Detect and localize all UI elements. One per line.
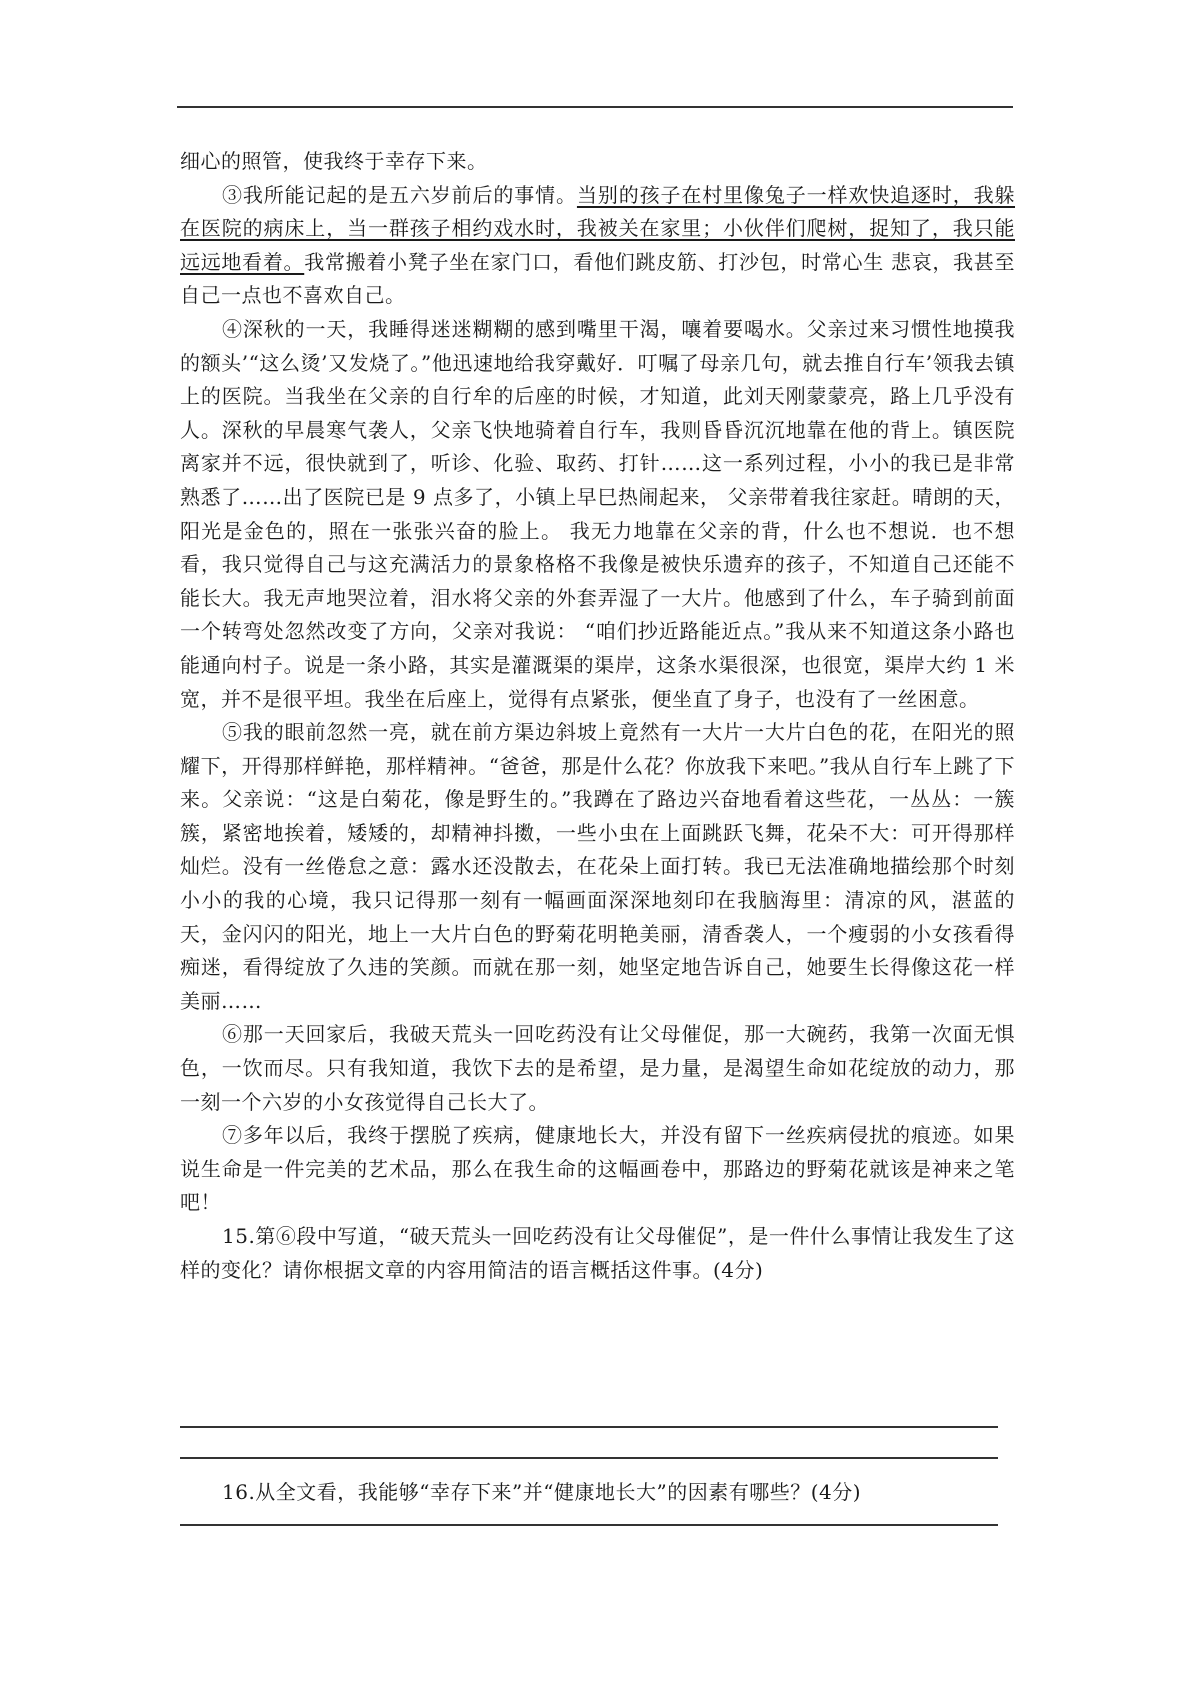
paragraph-4 <box>180 313 1015 716</box>
answer-line-q15-2[interactable] <box>180 1457 998 1459</box>
question-16: 16.从全文看，我能够“幸存下来”并“健康地长大”的因素有哪些？(4分) <box>222 1480 862 1504</box>
text-segment: ⑤我的眼前忽然一亮，就在前方渠边斜坡上竟然有一大片一大片白色的花，在阳光的照耀下，开得那样鲜艳，那样精神。“爸爸，那是什么花？你放我下来吧。”我从自行车上跳了下来。父亲说：“这是白菊花，像是野生的。”我蹲在了路边兴奋地看着这些花，一丛丛：一簇簇，紧密地挨着，矮矮的，却精神抖擞，一些小虫在上面跳跃飞舞，花朵不大：可开得那样灿烂。没有一丝倦怠之意：露水还没散去，在花朵上面打转。我已无法准确地描绘那个时刻小小的我的心境，我只记得那一刻有一幅画面深深地刻印在我脑海里：清凉的风，湛蓝的天，金闪闪的阳光，地上一大片白色的野菊花明艳美丽，清香袭人，一个瘦弱的小女孩看得痴迷，看得绽放了久违的笑颜。而就在那一刻，她坚定地告诉自己，她要生长得像这花一样美丽…… <box>180 720 1015 1013</box>
paragraph-3 <box>180 179 1015 313</box>
article-body <box>180 145 1015 1287</box>
answer-line-q16-1[interactable] <box>180 1524 998 1526</box>
text-segment: 细心的照管，使我终于幸存下来。 <box>180 149 488 173</box>
text-segment: ⑦多年以后，我终于摆脱了疾病，健康地长大，并没有留下一丝疾病侵扰的痕迹。如果说生命是一件完美的艺术品，那么在我生命的这幅画卷中，那路边的野菊花就该是神来之笔吧！ <box>180 1123 1015 1215</box>
answer-line-q15-1[interactable] <box>180 1426 998 1428</box>
question-15 <box>180 1220 1015 1287</box>
paragraph-6 <box>180 1018 1015 1119</box>
text-segment: 我常搬着小凳子坐在家门口，看他们跳皮筋、打沙包，时常心生 悲哀，我甚至自己一点也不喜欢自己。 <box>180 249 1016 308</box>
paragraph-2-tail <box>180 145 1015 179</box>
text-segment: ⑥那一天回家后，我破天荒头一回吃药没有让父母催促，那一大碗药，我第一次面无惧色，一饮而尽。只有我知道，我饮下去的是希望，是力量，是渴望生命如花绽放的动力，那一刻一个六岁的小女孩觉得自己长大了。 <box>180 1022 1015 1114</box>
paragraph-5 <box>180 716 1015 1018</box>
paragraph-7 <box>180 1119 1015 1220</box>
header-rule <box>177 106 1013 108</box>
text-segment: ④深秋的一天，我睡得迷迷糊糊的感到嘴里干渴，嚷着要喝水。父亲过来习惯性地摸我的额头’“这么烫’又发烧了。”他迅速地给我穿戴好．叮嘱了母亲几句，就去推自行车’领我去镇上的医院。当我坐在父亲的自行牟的后座的时候，才知道，此刘天刚蒙蒙亮，路上几乎没有人。深秋的早晨寒气袭人，父亲飞快地骑着自行车，我则昏昏沉沉地靠在他的背上。镇医院离家并不远，很快就到了，听诊、化验、取药、打针……这一系列过程，小小的我已是非常熟悉了……出了医院已是 9 点多了，小镇上早巳热闹起来， 父亲带着我往家赶。晴朗的天，阳光是金色的，照在一张张兴奋的脸上。 我无力地靠在父亲的背，什么也不想说．也不想看，我只觉得自己与这充满活力的景象格格不我像是被快乐遗弃的孩子，不知道自己还能不能长大。我无声地哭泣着，泪水将父亲的外套弄湿了一大片。他感到了什么，车子骑到前面一个转弯处忽然改变了方向，父亲对我说： “咱们抄近路能近点。”我从来不知道这条小路也能通向村子。说是一条小路，其实是灌溉渠的渠岸，这条水渠很深，也很宽，渠岸大约 1 米宽，并不是很平坦。我坐在后座上，觉得有点紧张，便坐直了身子，也没有了一丝困意。 <box>180 316 1015 711</box>
question-text: 15.第⑥段中写道，“破天荒头一回吃药没有让父母催促”，是一件什么事情让我发生了这 样的变化？请你根据文章的内容用简洁的语言概括这件事。(4分) <box>180 1224 1015 1282</box>
text-segment: ③我所能记起的是五六岁前后的事情。 <box>222 182 577 207</box>
underlined-text-segment: 当别的孩子在村里像兔子一样欢快追逐时，我躲在医院的病床上，当一群孩子相约戏水时，我被关在家里；小伙伴们爬树，捉知了，我只能远远地看着。 <box>180 182 1016 274</box>
